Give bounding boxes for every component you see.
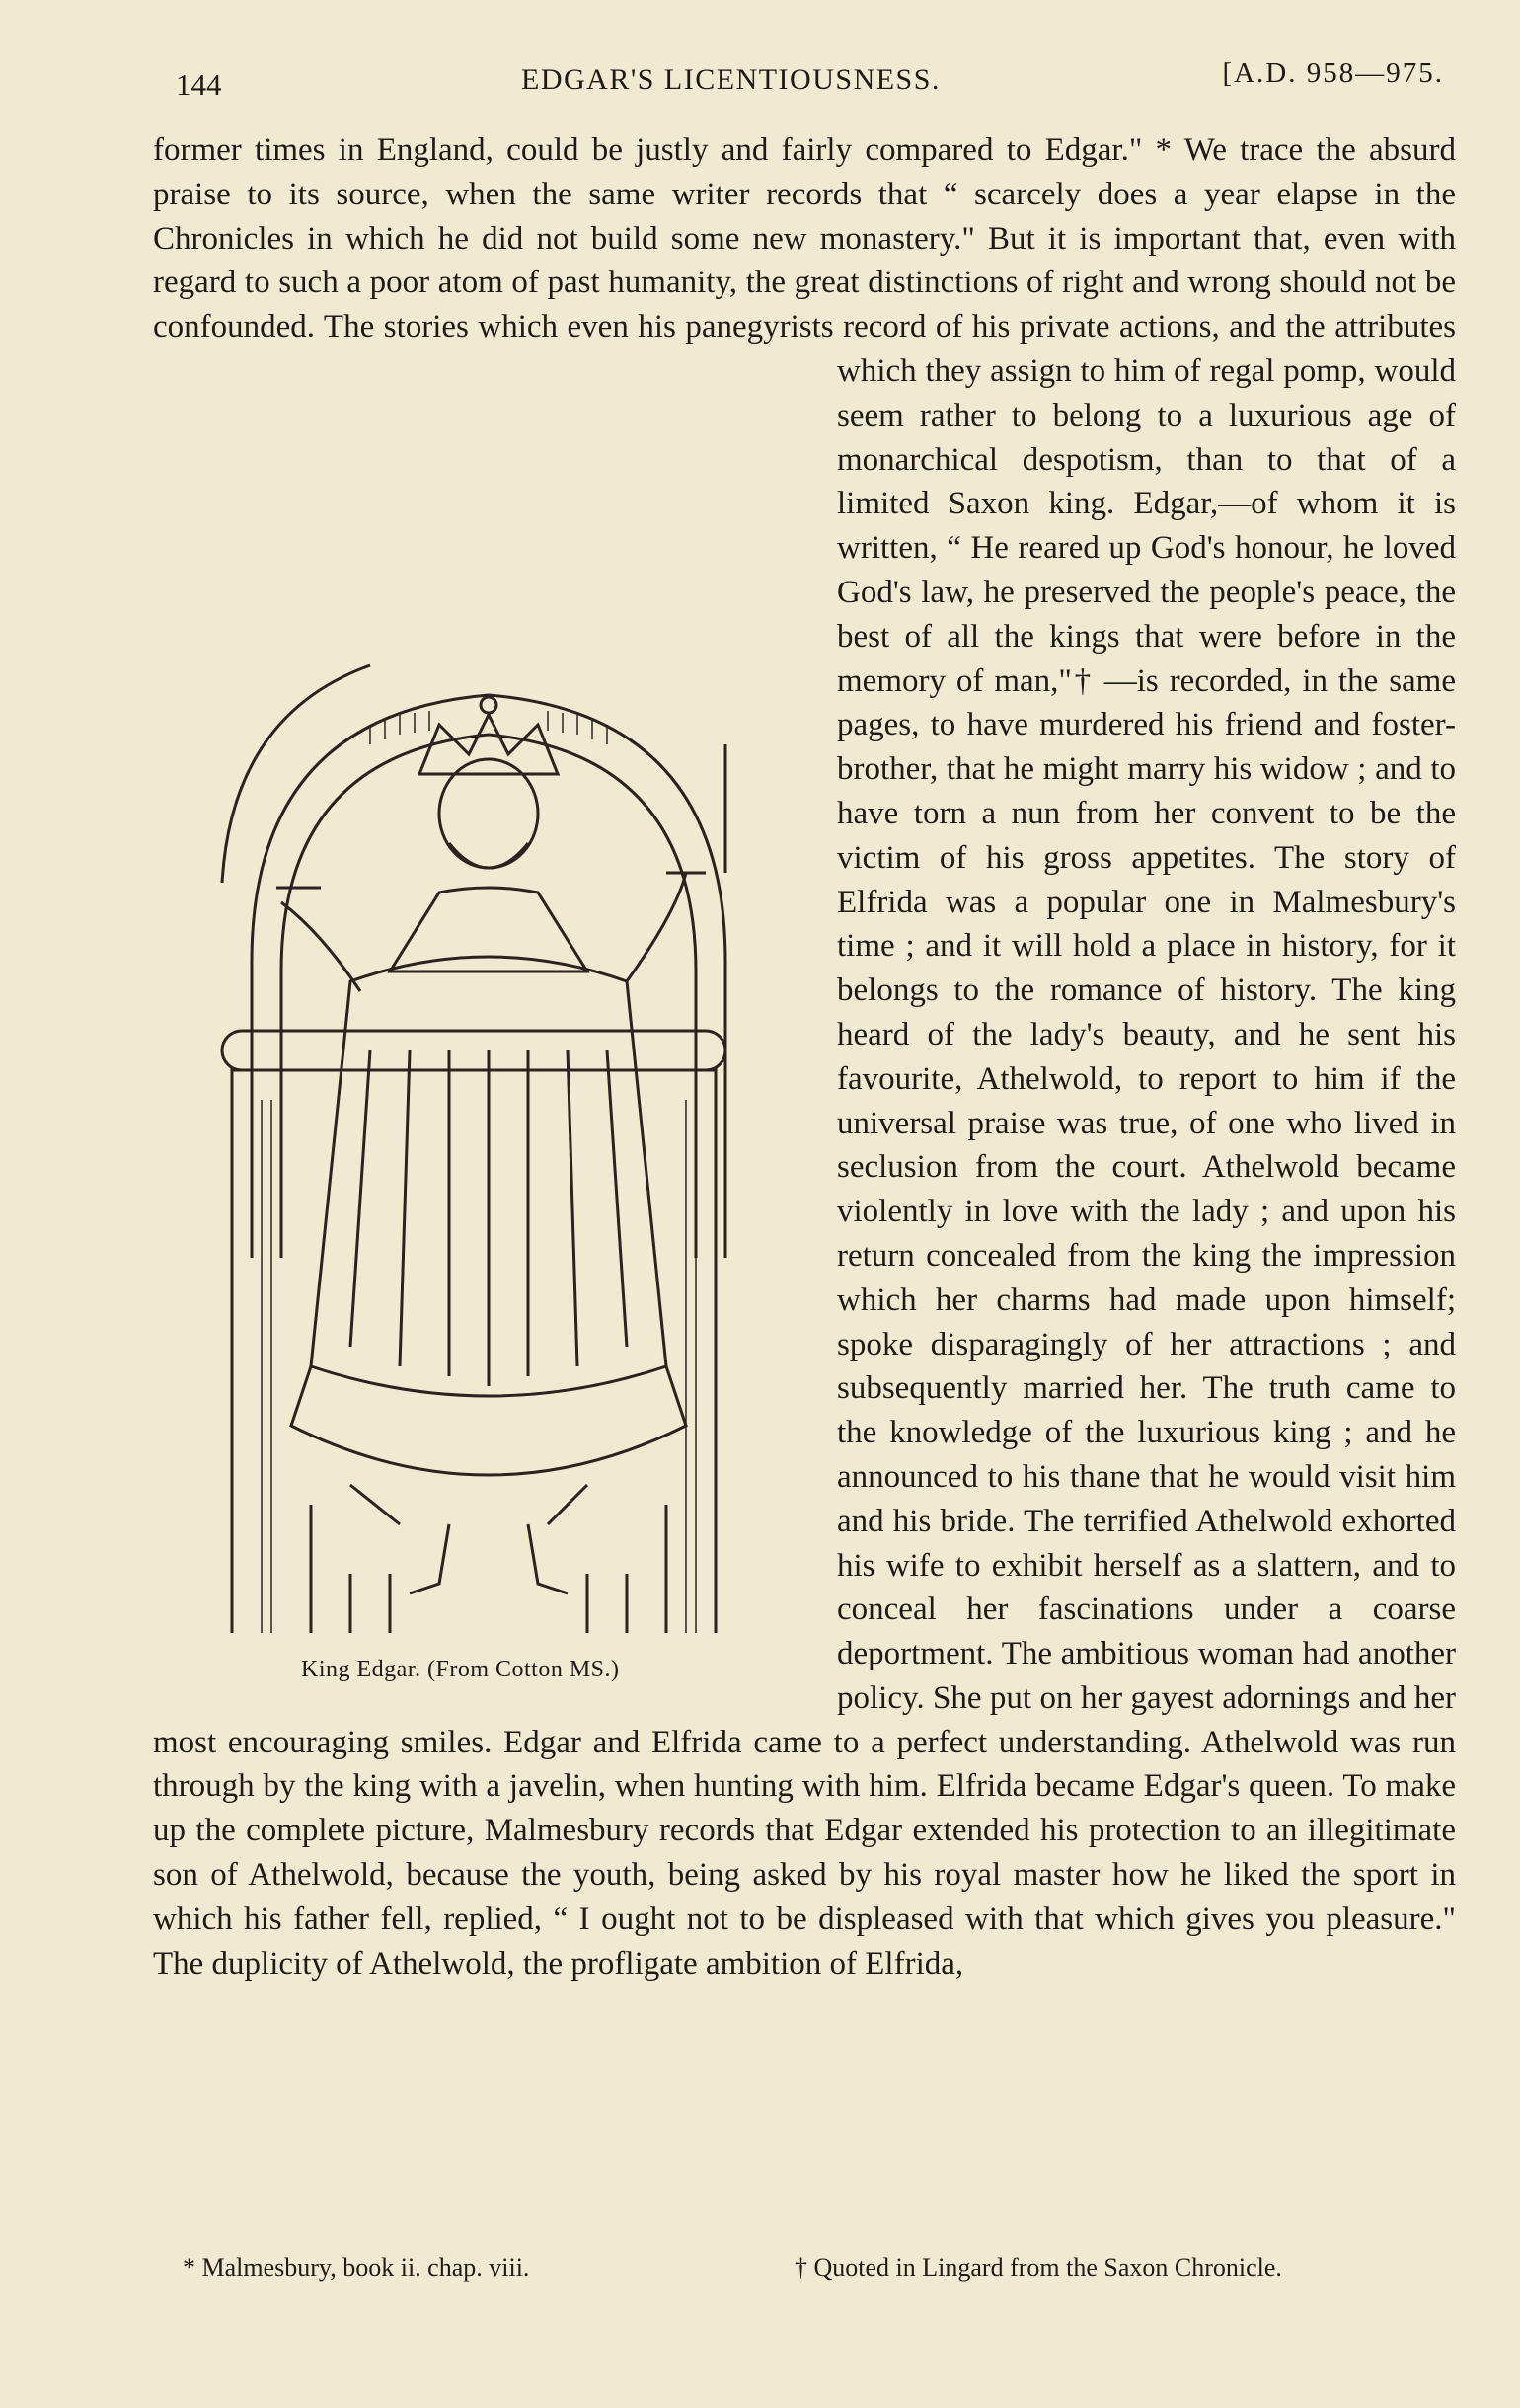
page-header [176, 57, 1459, 107]
figure-king-edgar [153, 350, 819, 1684]
body-text [153, 128, 1456, 1985]
king-edgar-illustration-icon [173, 636, 804, 1633]
footnote-lingard: † Quoted in Lingard from the Saxon Chronicle. [795, 2253, 1282, 2282]
figure-caption: King Edgar. (From Cotton MS.) [301, 1656, 620, 1682]
date-range: [A.D. 958—975. [1222, 57, 1444, 89]
running-title: EDGAR'S LICENTIOUSNESS. [521, 63, 941, 96]
body-tail-text: married her. The truth came to the knowledge of the luxurious king ; and he announced to his thane that he would visit him and his bride. The terrified Athelwold exhorted his wife to exhibit herself as a slattern, and to conceal her fascinations under a coarse deportment. The ambitious woman had another policy. She put on her gayest adornings and her most encouraging smiles. Edgar and Elfrida came to a perfect understanding. Athelwold was run through by the king with a javelin, when hunting with him. Elfrida became Edgar's queen. To make up the complete picture, Malmesbury records that Edgar extended his protection to an illegitimate son of Athelwold, because the youth, being asked by his royal master how he liked the sport in which his father fell, replied, “ I ought not to be displeased with that which gives you pleasure." The duplicity of Athelwold, the profligate ambition of Elfrida, [153, 1370, 1457, 1981]
page-number: 144 [176, 67, 222, 102]
footnotes [183, 2253, 1446, 2292]
body-wrapped-text: actions, and the attributes which they assign to him of regal pomp, would seem rather to belong to a luxurious age of monarchical despotism, than to that of a limited Saxon king. Edgar,—of whom it is written, “ He reared up God's honour, he loved God's law, he preserved the people's peace, the best of all the kings that were before in the memory of man,"† —is recorded, in the same pages, to have murdered his friend and foster-brother, that he might marry his widow ; and to have torn a nun from her convent to be the victim of his gross appetites. The story of Elfrida was a popular one in Malmesbury's time ; and it will hold a place in history, for it belongs to the romance of history. The king heard of the lady's beauty, and he sent his favourite, Athelwold, to report to him if the universal praise was true, of one who lived in seclusion from the court. Athelwold became violently in love with the lady ; and upon his return concealed from the king the impression which her charms had made upon himself; spoke disparagingly of her attractions ; and subsequently [837, 309, 1456, 1407]
footnote-malmesbury: * Malmesbury, book ii. chap. viii. [183, 2253, 530, 2282]
body-lead-text: former times in England, could be justly and fairly compared to Edgar." * We trace the absurd praise to its source, when the same writer records that “ scarcely does a year elapse in the Chronicles in which he did not build some new monastery." But it is important that, even with regard to such a poor atom of past humanity, the great distinctions of right and wrong should not be confounded. The stories which even his panegyrists record of his private [153, 132, 1456, 346]
